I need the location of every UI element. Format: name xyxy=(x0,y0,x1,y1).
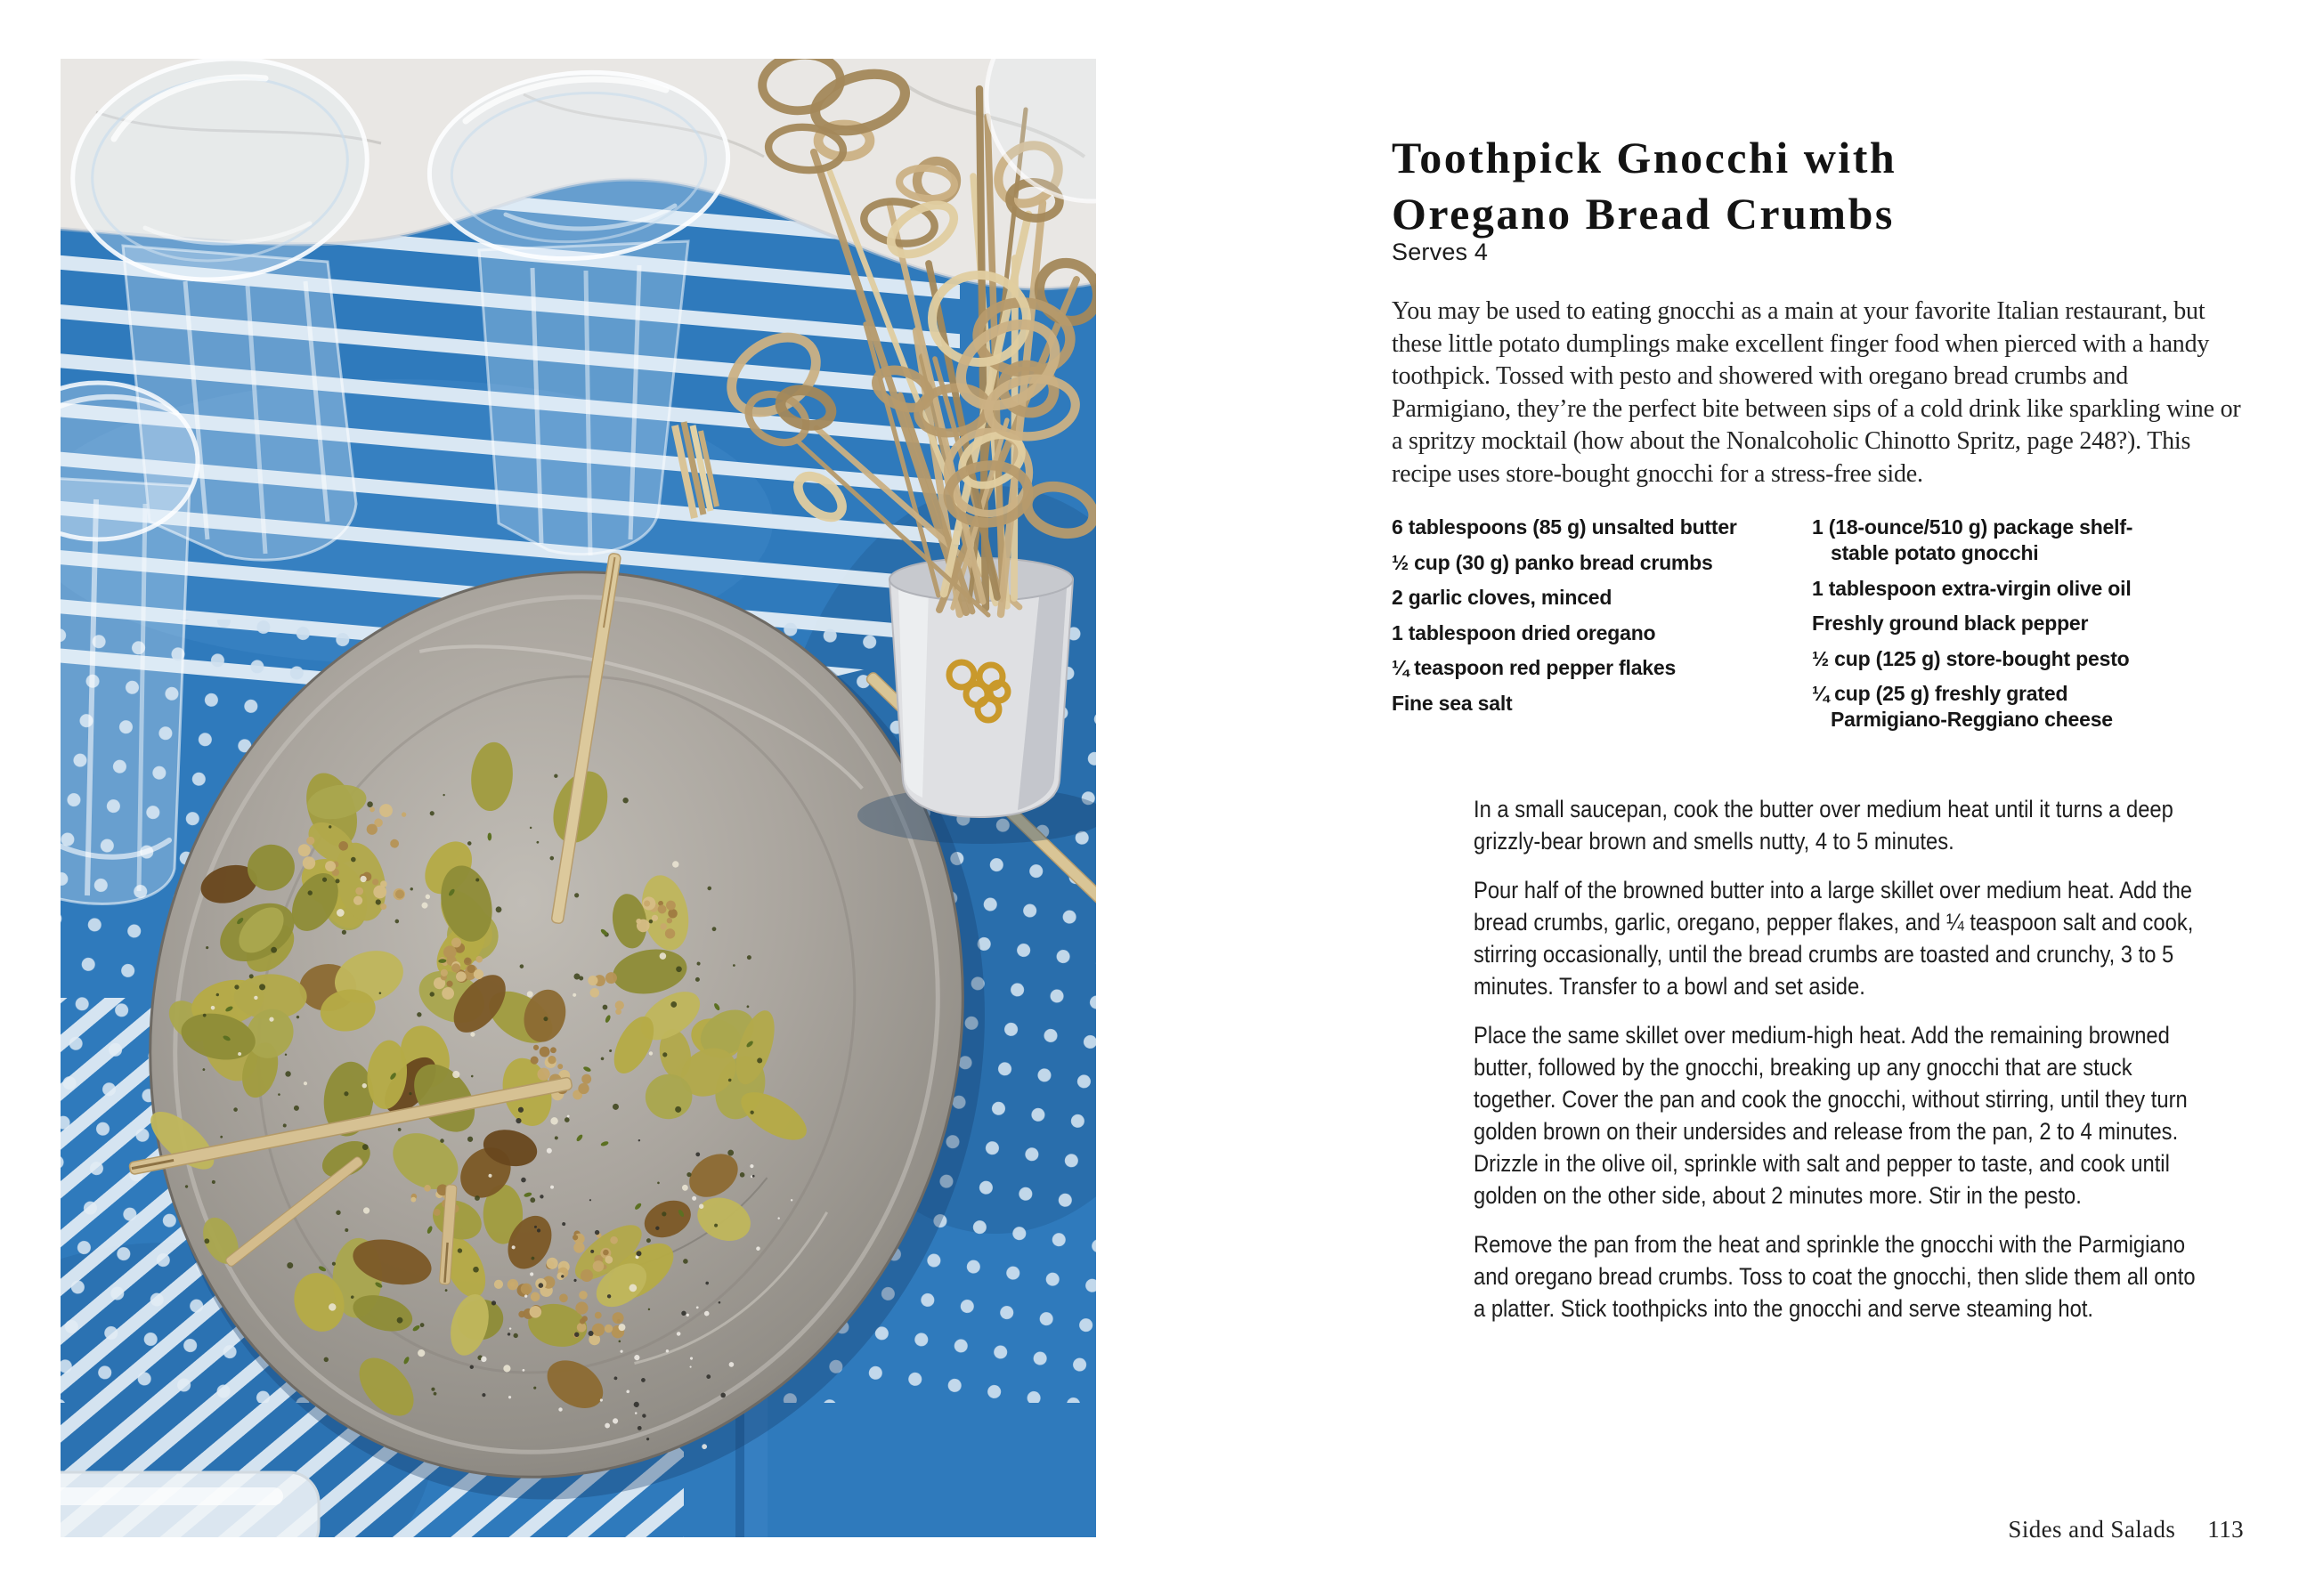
food-photo-illustration xyxy=(61,59,1096,1537)
footer-section-label: Sides and Salads xyxy=(2008,1516,2176,1543)
serves-line: Serves 4 xyxy=(1392,239,1489,265)
instruction-step-3: Place the same skillet over medium-high heat. Add the remaining browned butter, followed by the gnocchi, breaking up any gnocchi that are stuck together. Cover the pan and cook the gnocchi, without stirring, until they turn golden brown on their undersides and release from the pan, 2 to 4 minutes. Drizzle in the olive oil, sprinkle with salt and pepper to taste, and cook until golden on the other side, about 2 minutes more. Stir in the pesto. xyxy=(1474,1022,2188,1209)
recipe-title-line1: Toothpick Gnocchi with xyxy=(1392,132,1897,182)
ingredient-butter: 6 tablespoons (85 g) unsalted butter xyxy=(1392,515,1737,539)
ingredient-gnocchi: 1 (18-ounce/510 g) package shelf- stable potato gnocchi xyxy=(1812,515,2133,564)
ingredients-column-1 xyxy=(1392,514,1810,725)
recipe-title xyxy=(1392,130,2193,242)
page-footer xyxy=(2008,1516,2244,1543)
instruction-step-2: Pour half of the browned butter into a large skillet over medium heat. Add the bread crumbs, garlic, oregano, pepper flakes, and ¼ teaspoon salt and cook, stirring occasionally, until the bread crumbs are toasted and crunchy, 3 to 5 minutes. Transfer to a bowl and set aside. xyxy=(1474,877,2194,1000)
ingredients-column-2 xyxy=(1812,514,2250,742)
glass-base-bottom xyxy=(61,1472,319,1537)
ingredient-salt: Fine sea salt xyxy=(1392,691,1513,715)
ingredient-black-pepper: Freshly ground black pepper xyxy=(1812,612,2089,635)
ingredient-garlic: 2 garlic cloves, minced xyxy=(1392,586,1612,609)
ingredient-parmigiano: ¼ cup (25 g) freshly grated Parmigiano-Reggiano cheese xyxy=(1812,682,2113,731)
footer-page-number: 113 xyxy=(2207,1516,2244,1543)
food-photo xyxy=(61,59,1096,1537)
instruction-step-4: Remove the pan from the heat and sprinkle the gnocchi with the Parmigiano and oregano bread crumbs. Toss to coat the gnocchi, then slide them all onto a platter. Stick toothpicks into the gnocchi and serve steaming hot. xyxy=(1474,1231,2196,1322)
ingredient-panko: ½ cup (30 g) panko bread crumbs xyxy=(1392,550,1713,574)
ingredient-oregano: 1 tablespoon dried oregano xyxy=(1392,620,1656,644)
ingredient-pepper-flakes: ¼ teaspoon red pepper flakes xyxy=(1392,656,1677,679)
recipe-title-line2: Oregano Bread Crumbs xyxy=(1392,188,1895,239)
instruction-step-1: In a small saucepan, cook the butter over medium heat until it turns a deep grizzly-bear brown and smells nutty, 4 to 5 minutes. xyxy=(1474,796,2173,855)
instructions xyxy=(1474,793,2198,1341)
ingredient-pesto: ½ cup (125 g) store-bought pesto xyxy=(1812,646,2130,670)
recipe-intro: You may be used to eating gnocchi as a main at your favorite Italian restaurant, but these little potato dumplings make excellent finger food when pierced with a handy toothpick. Tossed with pesto and showered with oregano bread crumbs and Parmigiano, they’re the perfect bite between sips of a cold drink like sparkling wine or a spritzy mocktail (how about the Nonalcoholic Chinotto Spritz, page 248?). This recipe uses store-bought gnocchi for a stress-free side. xyxy=(1392,297,2241,488)
glass-lower-left xyxy=(61,383,198,904)
ingredient-olive-oil: 1 tablespoon extra-virgin olive oil xyxy=(1812,576,2132,600)
